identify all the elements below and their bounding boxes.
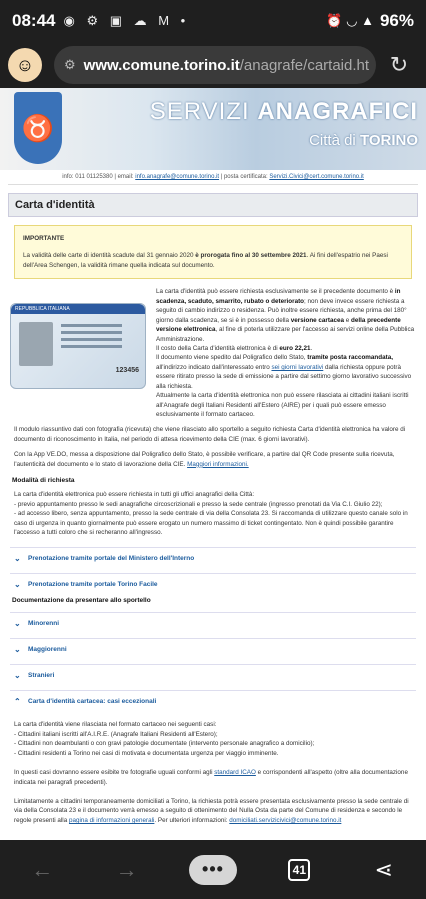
accordion-stranieri[interactable] bbox=[10, 664, 416, 686]
accordion-label: Minorenni bbox=[28, 620, 60, 628]
card-description bbox=[146, 287, 416, 419]
accordion-ministero[interactable] bbox=[10, 547, 416, 569]
cardtext-p2b: euro 22,21 bbox=[279, 344, 311, 352]
banner-subtitle-b: TORINO bbox=[359, 132, 418, 149]
reload-icon[interactable]: ↻ bbox=[389, 52, 409, 77]
accordion-maggiorenni[interactable] bbox=[10, 638, 416, 660]
chevron-down-icon: ⌄ bbox=[14, 645, 21, 655]
modalita-text-1: La carta d'identità elettronica può essere richiesta in tutti gli uffici anagrafici della Città: bbox=[14, 491, 255, 499]
cartacea-text-2: - Cittadini italiani iscritti all'A.I.R.E. (Anagrafe Italiani Residenti all'Estero); bbox=[14, 730, 218, 738]
address-bar[interactable] bbox=[54, 46, 376, 84]
back-arrow-icon[interactable]: ← bbox=[31, 856, 54, 882]
banner-title-a: SERVIZI bbox=[149, 98, 258, 125]
accordion-label: Prenotazione tramite portale del Ministero dell'Interno bbox=[28, 555, 195, 563]
clock: 08:44 bbox=[12, 11, 56, 30]
domic-text-b: . Per ulteriori informazioni: bbox=[154, 816, 230, 824]
header-banner bbox=[0, 88, 426, 170]
working-days-link[interactable]: sei giorni lavorativi bbox=[271, 363, 324, 371]
cardtext-p1a: La carta d'identità può essere richiesta esclusivamente se il precedente documento è bbox=[156, 288, 395, 296]
cartacea-text-1: La carta d'identità viene rilasciata nel formato cartaceo nei seguenti casi: bbox=[14, 721, 217, 729]
pec-link[interactable]: Servizi.Civici@cert.comune.torino.it bbox=[269, 174, 364, 180]
accordion-torino-facile[interactable] bbox=[10, 573, 416, 595]
banner-subtitle-a: Città di bbox=[309, 132, 360, 149]
site-info-icon[interactable]: ⚙ bbox=[64, 57, 76, 72]
cartacea-text-4: - Cittadini residenti a Torino nei casi di motivata e documentata urgenza per viaggio imminente. bbox=[14, 749, 279, 757]
accordion-label: Prenotazione tramite portale Torino Facile bbox=[28, 581, 158, 589]
section-title: Carta d'identità bbox=[8, 193, 418, 217]
tab-count: 41 bbox=[288, 859, 310, 881]
cardtext-p3e: dalla richiesta oppure potrà essere ritirato presso la sede di emissione a partire dal settimo giorno lavorativo successivo alla richiesta. bbox=[156, 363, 412, 390]
tabs-button[interactable] bbox=[277, 850, 321, 890]
notice-heading: IMPORTANTE bbox=[23, 235, 65, 242]
card-photo bbox=[19, 322, 53, 366]
app-text: Con la App VE.DO, messa a disposizione dal Poligrafico dello Stato, è possibile verificare, a partire dal QR Code presente sulla ricevuta, l'autenticità del documento e lo stato di lavorazione della CIE. bbox=[14, 451, 395, 468]
chevron-down-icon: ⌄ bbox=[14, 580, 21, 590]
card-info-row bbox=[10, 287, 416, 419]
email-link[interactable]: info.anagrafe@comune.torino.it bbox=[135, 174, 220, 180]
cardtext-p3b: tramite posta raccomandata, bbox=[307, 354, 393, 362]
chevron-down-icon: ⌄ bbox=[14, 554, 21, 564]
cardtext-p3c: all'indirizzo indicato dall'interessato entro bbox=[156, 363, 272, 371]
url-path: /anagrafe/cartaid.ht bbox=[239, 56, 370, 74]
app-paragraph bbox=[14, 450, 412, 469]
accordion-label: Maggiorenni bbox=[28, 646, 67, 654]
chevron-down-icon: ⌄ bbox=[14, 671, 21, 681]
modulo-paragraph: Il modulo riassuntivo dati con fotografia (ricevuta) che viene rilasciato allo sportello a seguito richiesta Carta d'identità elettronica ha valore di documento di riconoscimento in Italia, nel periodo di attesa ricevimento della CIE (max. 6 giorni lavorativi). bbox=[14, 426, 406, 443]
cardtext-p1b: in scadenza, scaduto, smarrito, rubato o deteriorato bbox=[156, 288, 401, 305]
cartacea-text-3: - Cittadini non deambulanti o con gravi patologie documentate (intervento personale anagrafico a domicilio); bbox=[14, 740, 315, 748]
browser-toolbar bbox=[0, 42, 426, 88]
general-info-link[interactable]: pagina di informazioni generali bbox=[68, 816, 155, 824]
forward-arrow-icon[interactable]: → bbox=[115, 856, 138, 882]
domiciliati-email-link[interactable]: domiciliati.servizicivici@comune.torino.it bbox=[229, 816, 342, 824]
cardtext-p1g: , al fine di poterla utilizzare per l'accesso ai servizi online della Pubblica Amministrazione. bbox=[156, 326, 415, 343]
url-domain: www.comune.torino.it bbox=[83, 56, 240, 74]
status-bar bbox=[0, 0, 426, 42]
important-notice bbox=[14, 225, 412, 279]
battery-level: 96% bbox=[379, 11, 414, 30]
more-info-link[interactable]: Maggiori informazioni. bbox=[187, 460, 249, 468]
system-icons: ⏰ ◡ ▲ bbox=[326, 13, 374, 28]
modalita-text-3: - ad accesso libero, senza appuntamento, presso la sede centrale di via della Consolata 23. Si raccomanda di utilizzare questo canale solo in caso di urgenza in quanto giornalmente può essere erogato un numero massimo di ticket contingentato. Non è quindi possibile garantire l'accesso a tutti coloro che si recheranno all'ingresso. bbox=[14, 510, 408, 536]
cardtext-p4: Attualmente la carta d'identità elettronica non può essere rilasciata ai cittadini italiani iscritti all'Anagrafe degli Italiani Residenti all'Estero (AIRE) per i quali può essere emesso esclusivamente il formato cartaceo. bbox=[156, 392, 409, 418]
content-section bbox=[8, 193, 418, 217]
notification-icons: ◉ ⚙ ▣ ☁ M • bbox=[63, 13, 190, 28]
notice-text-c: . Ai fini dell'espatrio nei Paesi dell'Area Schengen, la validità rimane quella indicata sul documento. bbox=[23, 252, 388, 269]
contact-mid: | posta certificata: bbox=[219, 174, 270, 180]
icao-link[interactable]: standard ICAO bbox=[214, 769, 256, 777]
profile-avatar-icon[interactable]: ☺ bbox=[8, 48, 42, 82]
identity-card-image bbox=[10, 303, 146, 389]
domiciliati-paragraph bbox=[14, 797, 412, 825]
cardtext-p1c: ; non deve invece essere richiesta a seguito di cambio indirizzo o residenza. Può inoltre essere richiesta, anche prima del 180° giorno dalla scadenza, se si è in possesso della bbox=[156, 297, 407, 324]
icao-paragraph bbox=[14, 768, 412, 787]
web-page[interactable] bbox=[0, 88, 426, 840]
contact-prefix: info: 011 01125380 | email: bbox=[62, 174, 136, 180]
contact-line bbox=[8, 170, 418, 185]
chevron-up-icon: ⌃ bbox=[14, 697, 21, 707]
torino-crest-logo[interactable]: ♉ bbox=[14, 92, 62, 164]
chevron-down-icon: ⌄ bbox=[14, 619, 21, 629]
share-icon[interactable]: ⋖ bbox=[374, 856, 393, 882]
domic-text-a: Limitatamente a cittadini temporaneamente domiciliati a Torino, la richiesta potrà essere presentata esclusivamente presso la sede centrale di via della Consolata 23 e il documento verrà emesso a seguito di ottenimento del Nulla Osta da parte del Comune di residenza e secondo le regole presenti alla bbox=[14, 798, 409, 824]
banner-title-b: ANAGRAFICI bbox=[257, 98, 418, 125]
icao-text-a: In questi casi dovranno essere esibite tre fotografie uguali conformi agli bbox=[14, 769, 215, 777]
accordion-label: Carta d'identità cartacea: casi eccezionali bbox=[28, 698, 157, 706]
cardtext-p3a: Il documento viene spedito dal Poligrafico dello Stato, bbox=[156, 354, 308, 362]
documentazione-title: Documentazione da presentare allo sportello bbox=[12, 597, 151, 605]
accordion-minorenni[interactable] bbox=[10, 612, 416, 634]
notice-text-a: La validità delle carte di identità scadute dal 31 gennaio 2020 bbox=[23, 252, 196, 260]
card-number: 123456 bbox=[115, 367, 139, 375]
cardtext-p1d: versione cartacea bbox=[290, 316, 344, 324]
card-header: REPUBBLICA ITALIANA bbox=[11, 304, 145, 314]
modalita-text-2: - previo appuntamento presso le sedi anagrafiche circoscrizionali e presso la sede centrale (ingresso prenotati da Via C.I. Giulio 22); bbox=[14, 500, 383, 508]
menu-dots-button[interactable]: ••• bbox=[189, 855, 237, 885]
cardtext-p1e: e bbox=[343, 316, 351, 324]
modalita-title: Modalità di richiesta bbox=[12, 477, 75, 485]
accordion-label: Stranieri bbox=[28, 672, 55, 680]
cardtext-p2c: . bbox=[310, 344, 313, 352]
cardtext-p2a: Il costo della Carta d'identità elettronica è di bbox=[156, 344, 280, 352]
cardtext-p1f: della precedente versione elettronica bbox=[156, 316, 401, 334]
notice-text-b: è prorogata fino al 30 settembre 2021 bbox=[195, 252, 307, 260]
icao-text-b: e corrispondenti all'aspetto (oltre alla documentazione indicata nei paragrafi precedenti). bbox=[14, 769, 408, 786]
accordion-cartacea[interactable] bbox=[10, 690, 416, 712]
browser-bottom-bar bbox=[0, 840, 426, 899]
